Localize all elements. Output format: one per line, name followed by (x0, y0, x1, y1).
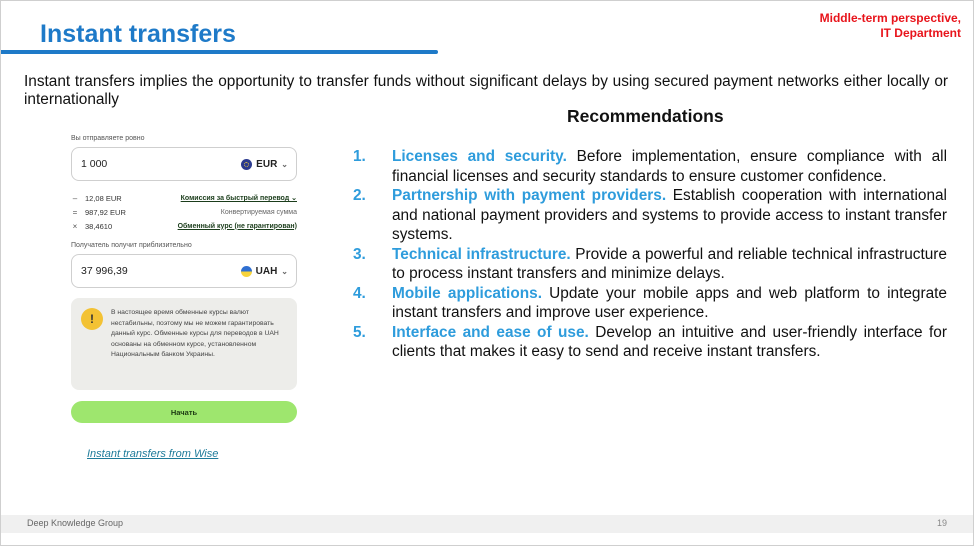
title-underline (1, 50, 438, 54)
exchange-rate-link[interactable]: Обменный курс (не гарантирован) (177, 222, 297, 230)
fee-value: 12,08 EUR (85, 193, 122, 203)
converted-amount-label: Конвертируемая сумма (220, 208, 297, 216)
send-currency-code: EUR (256, 158, 278, 170)
send-label: Вы отправляете ровно (71, 135, 145, 142)
fee-breakdown (71, 191, 297, 233)
minus-icon: – (72, 193, 78, 203)
recommendation-text: Provide a powerful and reliable technical infrastructure to process instant transfers and minimize delays. (392, 245, 947, 282)
recommendation-number: 3. (353, 245, 366, 263)
recommendation-item (353, 245, 947, 284)
send-amount-value: 1 000 (81, 158, 108, 170)
eu-flag-icon (241, 159, 252, 170)
fee-row (71, 191, 297, 205)
converted-amount-value: 987,92 EUR (85, 207, 126, 217)
warning-icon: ! (81, 308, 103, 330)
recommendation-heading: Partnership with payment providers. (392, 187, 667, 204)
transfer-widget-screenshot (71, 135, 297, 423)
receive-currency-code: UAH (255, 265, 278, 277)
chevron-down-icon: ⌄ (281, 266, 288, 276)
rate-notice-text: В настоящее время обменные курсы валют нестабильны, поэтому мы не можем гарантировать данный курс. Обменные курсы для переводов в UAH основаны на обменном курсе, установленном Национальным банком Украины. (111, 309, 279, 358)
recommendation-number: 5. (353, 323, 366, 341)
tag-line-2: IT Department (880, 26, 961, 40)
receive-label: Получатель получит приблизительно (71, 242, 192, 249)
recommendation-text: Establish cooperation with international and national payment providers and systems to provide access to instant transfer systems. (392, 187, 947, 243)
tag-line-1: Middle-term perspective, (819, 11, 961, 25)
recommendation-number: 4. (353, 284, 366, 302)
recommendation-text: Before implementation, ensure compliance with all financial licenses and security standards to ensure customer confidence. (392, 148, 947, 185)
footer (1, 515, 973, 533)
fast-transfer-fee-link[interactable]: Комиссия за быстрый перевод ⌄ (180, 195, 297, 202)
recommendation-heading: Interface and ease of use. (392, 323, 589, 341)
page-number: 19 (936, 518, 947, 528)
exchange-rate-value: 38,4610 (85, 221, 113, 231)
footer-company: Deep Knowledge Group (27, 518, 124, 528)
recommendation-item (353, 284, 947, 323)
perspective-tag (820, 11, 961, 41)
send-currency-select[interactable] (241, 159, 288, 170)
equals-icon: = (72, 207, 78, 217)
wise-source-link[interactable]: Instant transfers from Wise (87, 448, 219, 460)
recommendation-number: 2. (353, 187, 366, 204)
recommendation-text: Develop an intuitive and user-friendly interface for clients that makes it easy to send and receive instant transfers. (392, 323, 947, 360)
recommendation-heading: Technical infrastructure. (392, 245, 571, 263)
recommendation-item (353, 186, 947, 245)
receive-currency-select[interactable] (241, 266, 288, 277)
recommendation-number: 1. (353, 148, 366, 165)
recommendation-text: Update your mobile apps and web platform to integrate instant transfers and improve user experience. (392, 284, 947, 321)
fee-row (71, 219, 297, 233)
intro-text: Instant transfers implies the opportunity to transfer funds without significant delays by using secured payment networks either locally or internationally (24, 73, 948, 108)
multiply-icon: × (72, 221, 78, 231)
fee-row (71, 205, 297, 219)
recommendation-heading: Licenses and security. (392, 148, 567, 165)
send-amount-field[interactable] (71, 147, 297, 181)
rate-notice (71, 298, 297, 390)
ua-flag-icon (241, 266, 252, 277)
chevron-down-icon: ⌄ (281, 159, 288, 169)
recommendations-list (353, 147, 947, 362)
recommendation-item (353, 323, 947, 362)
receive-amount-value: 37 996,39 (81, 265, 128, 277)
start-button[interactable]: Начать (71, 401, 297, 423)
page-title: Instant transfers (40, 20, 236, 48)
recommendations-title: Recommendations (567, 106, 724, 126)
recommendation-heading: Mobile applications. (392, 284, 542, 302)
recommendation-item (353, 147, 947, 186)
receive-amount-field[interactable] (71, 254, 297, 288)
